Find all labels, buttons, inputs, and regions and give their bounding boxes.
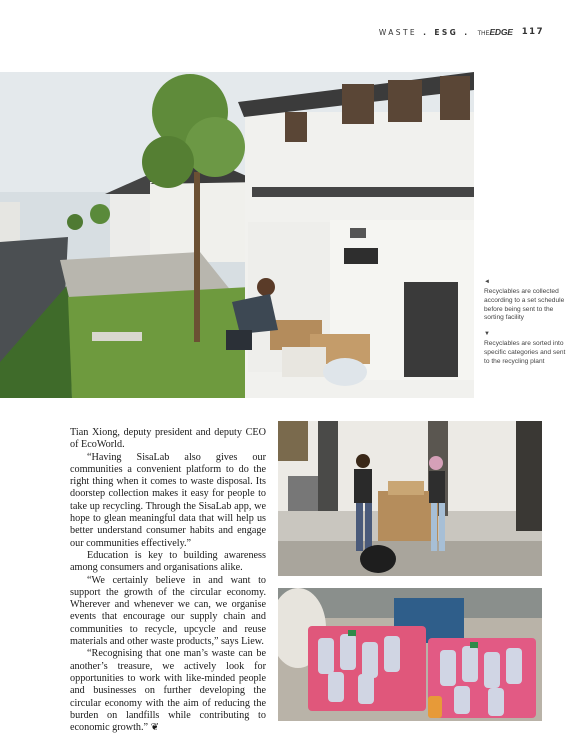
caption-collection	[484, 279, 572, 323]
caption-arrow-left-icon: ◄	[484, 279, 490, 285]
paragraph: Tian Xiong, deputy president and deputy CEO of EcoWorld.	[70, 427, 266, 451]
header-separator: .	[464, 27, 470, 37]
publication-logo: THEEDGE	[477, 27, 513, 37]
tag-label: ESG	[434, 27, 459, 37]
paragraph: “Having SisaLab also gives our communities a convenient platform to do the right thing when it comes to waste disposal. Its doorstep collection makes it easy for people to take up recycling. Through the SisaLab app, we hope to glean meaningful data that will help us better understand consumer habits and engage our communities effectively.”	[70, 451, 266, 549]
photo-housing-collection	[0, 72, 474, 398]
photo-doorstep-sorting-image	[278, 421, 542, 576]
header-separator: .	[423, 27, 429, 37]
caption-arrow-down-icon: ▼	[484, 331, 490, 338]
caption-text: Recyclables are sorted into specific categories and sent to the recycling plant	[484, 340, 566, 365]
photo-captions	[484, 279, 572, 375]
end-mark-icon: ❦	[150, 722, 160, 734]
photo-sorted-bottles	[278, 588, 542, 721]
running-header	[379, 27, 544, 37]
section-label: WASTE	[378, 27, 418, 37]
article-body	[70, 427, 266, 734]
paragraph: Education is key to building awareness among consumers and organisations alike.	[70, 549, 266, 574]
caption-text: Recyclables are collected according to a set schedule before being sent to the sorting facility	[484, 288, 565, 322]
paragraph: “Recognising that one man’s waste can be another’s treasure, we actively look for opportunities to work with like-minded people and businesses on further developing the circular economy with the aim of reducing the burden on landfills while contributing to economic growth.” ❦	[70, 648, 266, 734]
photo-doorstep-sorting	[278, 421, 542, 576]
photo-sorted-bottles-image	[278, 588, 542, 721]
caption-sorting	[484, 331, 572, 366]
page-number: 117	[521, 27, 544, 37]
paragraph: “We certainly believe in and want to support the growth of the circular economy. Wherever and whenever we can, we organise events that encourage our supply chain and communities to recycle, upcycle and reuse materials and other waste products,” says Liew.	[70, 574, 266, 648]
photo-housing-collection-image	[0, 72, 474, 398]
